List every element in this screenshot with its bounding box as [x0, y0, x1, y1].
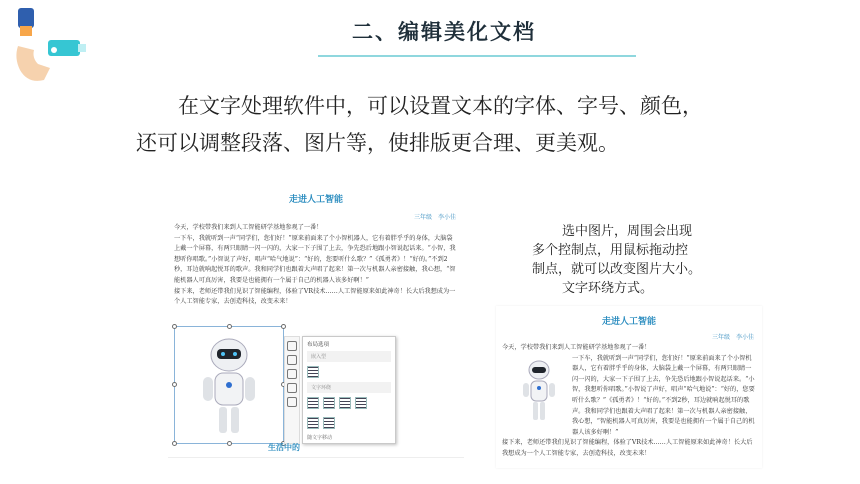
popup-inline-label: 嵌入型 — [307, 351, 391, 362]
caption-line-4: 文字环绕方式。 — [562, 281, 654, 296]
crop-icon[interactable] — [287, 369, 297, 379]
behind-text-icon[interactable] — [307, 417, 319, 429]
zoom-icon[interactable] — [287, 355, 297, 365]
top-bottom-wrap-icon[interactable] — [355, 397, 367, 409]
square-wrap-icon[interactable] — [307, 397, 319, 409]
layout-options-popup — [302, 336, 396, 444]
doc-byline: 三年级 李小佳 — [711, 334, 754, 341]
caption-line-3: 制点，就可以改变图片大小。 — [532, 262, 702, 277]
in-front-text-icon[interactable] — [323, 417, 335, 429]
title-underline — [318, 55, 636, 57]
robot-image[interactable] — [514, 356, 564, 428]
doc-paragraph-2: 一下车，我就听到一声“同学们，您们好！”原来前面来了个小智机器人，它有着胖乎乎的身体，大脑袋上戴一个屏幕，有两只眼睛一闪一闪的，大家一下子围了上去，争先恐后地跟小智说起话来。“小智，我想听你唱歌。”小智说了声好，唱声“哈气地说”：“好的，您要听什么歌？”《孤勇者》！“好的。”不到2秒，耳边就响起悦耳的歌声。我和同学们也跟着大声唱了起来！第一次与机器人亲密接触，我心想，“智能机器人可真厉害，我要是也能拥有一个属于自己的机器人该多好啊！” — [572, 354, 755, 436]
doc-paragraph-1: 今天，学校带我们来到人工智能研学基地参观了一番！ — [174, 224, 323, 231]
resize-handle-bottom-left[interactable] — [172, 441, 177, 446]
caption-line-1: 选中图片，周围会出现 — [562, 224, 693, 239]
resize-handle-bottom[interactable] — [227, 441, 232, 446]
doc-paragraph-3: 接下来，老师还带我们见识了智能编程，体验了VR技术……人工智能原来如此神奇！长大后我想成为一个人工智能专家，去创造科技，改变未来！ — [502, 439, 753, 457]
effects-icon[interactable] — [287, 383, 297, 393]
through-wrap-icon[interactable] — [339, 397, 351, 409]
move-with-text-option[interactable]: 随文字移动 — [307, 435, 333, 441]
selected-robot-image[interactable] — [174, 326, 284, 444]
robot-icon — [175, 327, 283, 443]
hand-usb-logo — [10, 6, 90, 86]
doc-title: 走进人工智能 — [288, 195, 343, 205]
caption-line-2: 多个控制点，用鼠标拖动控 — [532, 243, 689, 258]
document-screenshot-selected — [168, 186, 464, 458]
doc-paragraph-1: 今天，学校带我们来到人工智能研学基地参观了一番！ — [502, 344, 651, 351]
doc-byline: 三年级 李小佳 — [413, 214, 456, 221]
picture-quick-toolbar — [284, 336, 300, 444]
partial-heading-fragment: 生活中的 — [268, 443, 300, 452]
resize-handle-top-right[interactable] — [281, 324, 286, 329]
inline-wrap-icon[interactable] — [307, 366, 319, 378]
layout-options-icon[interactable] — [287, 341, 297, 351]
intro-line-1: 在文字处理软件中，可以设置文本的字体、字号、颜色， — [178, 94, 703, 118]
resize-handle-left[interactable] — [172, 382, 177, 387]
tight-wrap-icon[interactable] — [323, 397, 335, 409]
doc-paragraph-3: 接下来，老师还带我们见识了智能编程，体验了VR技术……人工智能原来如此神奇！长大后我想成为一个人工智能专家，去创造科技，改变未来！ — [174, 287, 456, 306]
intro-paragraph — [136, 88, 796, 162]
doc-paragraph-2: 一下车，我就听到一声“同学们，您们好！”原来前面来了个小智机器人，它有着胖乎乎的身体，大脑袋上戴一个屏幕，有两只眼睛一闪一闪的，大家一下子围了上去，争先恐后地跟小智说起话来。“小智，我想听你唱歌。”小智说了声好，唱声“哈气地说”：“好的，您要听什么歌？”《孤勇者》！“好的。”不到2秒，耳边就响起悦耳的歌声。我和同学们也跟着大声唱了起来！第一次与机器人亲密接触，我心想，“智能机器人可真厉害，我要是也能拥有一个属于自己的机器人该多好啊！” — [174, 234, 456, 284]
more-icon[interactable] — [287, 397, 297, 407]
document-screenshot-wrapped — [496, 306, 762, 468]
resize-handle-top[interactable] — [227, 324, 232, 329]
resize-handle-top-left[interactable] — [172, 324, 177, 329]
intro-line-2: 还可以调整段落、图片等，使排版更合理、更美观。 — [136, 131, 619, 155]
page-title: 二、编辑美化文档 — [352, 20, 536, 44]
popup-title: 布局选项 — [307, 342, 330, 348]
popup-wrap-label: 文字环绕 — [307, 382, 391, 393]
doc-title: 走进人工智能 — [601, 317, 656, 327]
instruction-caption — [532, 222, 752, 298]
